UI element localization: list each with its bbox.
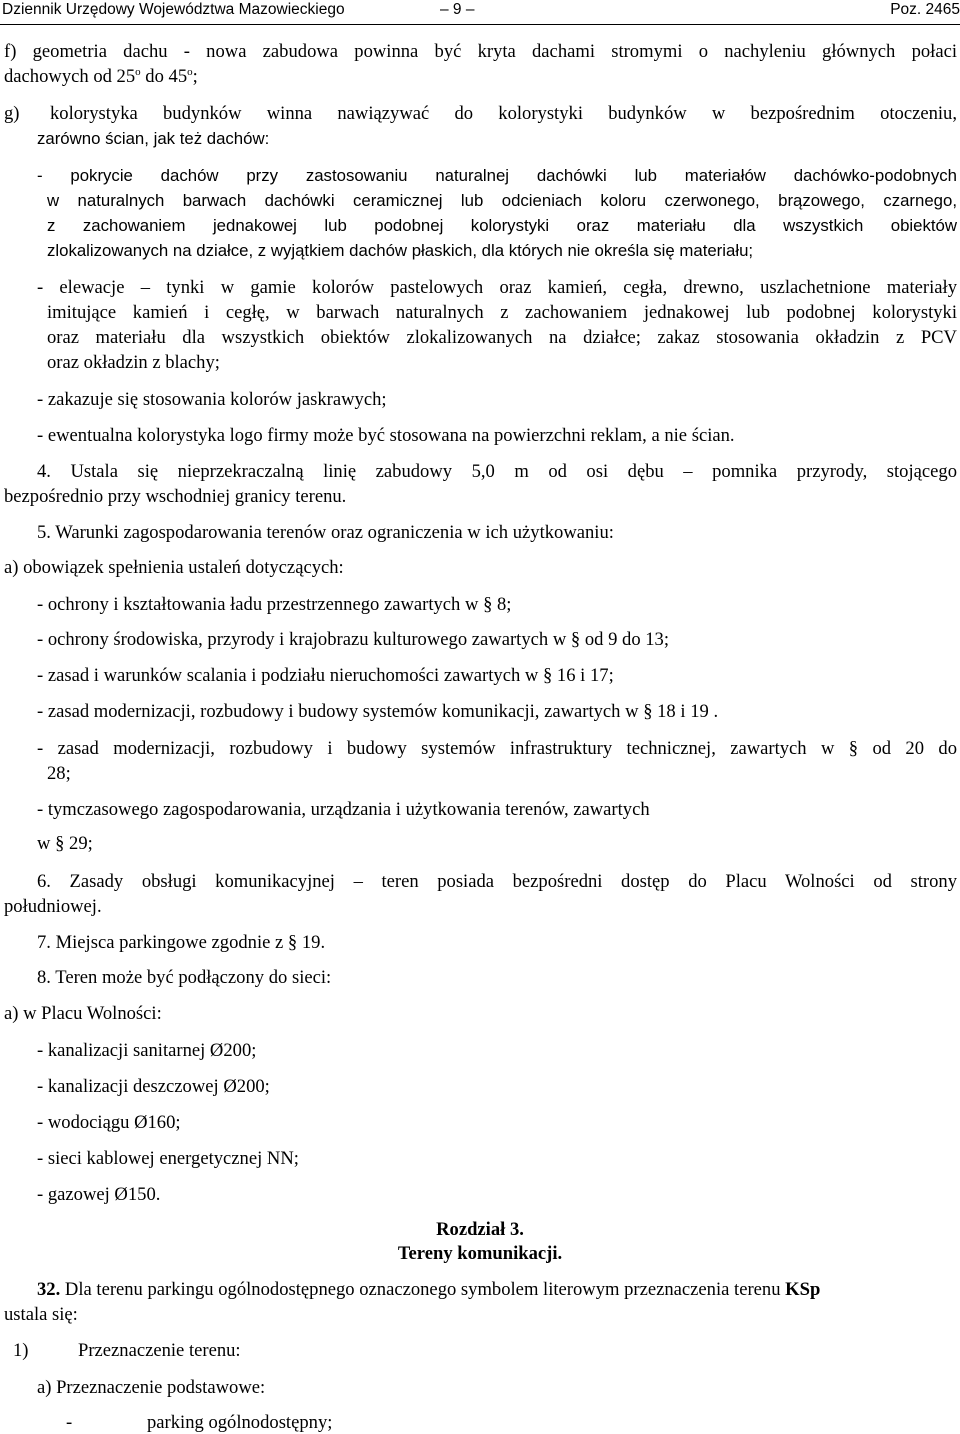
- text-line: południowej.: [4, 896, 102, 917]
- chapter-title: Tereny komunikacji.: [397, 1243, 563, 1264]
- text-line: - ochrony środowiska, przyrody i krajobrazu kulturowego zawartych w § od 9 do 13;: [37, 629, 670, 650]
- text-line: zlokalizowanych na działce, z wyjątkiem dachów płaskich, dla których nie określa się materiału;: [47, 241, 754, 260]
- text-line: - tymczasowego zagospodarowania, urządzania i użytkowania terenów, zawartych: [37, 799, 650, 820]
- text-line: Przeznaczenie terenu:: [78, 1340, 241, 1361]
- text-line: 5. Warunki zagospodarowania terenów oraz ograniczenia w ich użytkowaniu:: [37, 522, 614, 543]
- list-marker: 1): [13, 1340, 29, 1361]
- list-marker: g): [4, 103, 20, 124]
- header-journal-title: Dziennik Urzędowy Województwa Mazowieckiego: [2, 1, 345, 18]
- text-line: a) Przeznaczenie podstawowe:: [37, 1377, 266, 1398]
- text-line: - gazowej Ø150.: [37, 1184, 161, 1205]
- text-line: ustala się:: [4, 1304, 78, 1325]
- text-line: 8. Teren może być podłączony do sieci:: [37, 967, 332, 988]
- text-line: - ewentualna kolorystyka logo firmy może być stosowana na powierzchni reklam, a nie ścian.: [37, 425, 735, 446]
- text-line: 4. Ustala się nieprzekraczalną linię zabudowy 5,0 m od osi dębu – pomnika przyrody, stojącego: [37, 461, 957, 482]
- page-header: [0, 0, 960, 25]
- paragraph-number: 32.: [37, 1279, 61, 1300]
- text-line: - ochrony i kształtowania ładu przestrzennego zawartych w § 8;: [37, 594, 512, 615]
- text-line: 7. Miejsca parkingowe zgodnie z § 19.: [37, 932, 326, 953]
- chapter-number: Rozdział 3.: [436, 1219, 524, 1240]
- text-line: z zachowaniem jednakowej lub podobnej kolorystyki oraz materiału dla wszystkich obiektów: [47, 216, 957, 235]
- text-line: - zasad modernizacji, rozbudowy i budowy systemów komunikacji, zawartych w § 18 i 19 .: [37, 701, 719, 722]
- list-marker: -: [66, 1412, 73, 1433]
- text-line: w naturalnych barwach dachówki ceramicznej lub odcieniach koloru czerwonego, brązowego, czarnego,: [47, 191, 957, 210]
- text-line: - zakazuje się stosowania kolorów jaskrawych;: [37, 389, 387, 410]
- zone-symbol: KSp: [785, 1279, 821, 1300]
- text-line: 32. Dla terenu parkingu ogólnodostępnego oznaczonego symbolem literowym przeznaczenia terenu KSp: [37, 1279, 821, 1300]
- text-line: w § 29;: [37, 833, 93, 854]
- text-line: - elewacje – tynki w gamie kolorów pastelowych oraz kamień, cegła, drewno, uszlachetnione materiały: [37, 277, 957, 298]
- text-line: 28;: [47, 763, 71, 784]
- text-line: - sieci kablowej energetycznej NN;: [37, 1148, 299, 1169]
- text-line: - pokrycie dachów przy zastosowaniu naturalnej dachówki lub materiałów dachówko-podobnych: [37, 166, 957, 185]
- header-position: Poz. 2465: [890, 1, 960, 18]
- text-line: - kanalizacji deszczowej Ø200;: [37, 1076, 270, 1097]
- text-line: 6. Zasady obsługi komunikacyjnej – teren posiada bezpośredni dostęp do Placu Wolności od strony: [37, 871, 957, 892]
- text-line: oraz okładzin z blachy;: [47, 352, 220, 373]
- text-line: bezpośrednio przy wschodniej granicy terenu.: [4, 486, 347, 507]
- text-line: kolorystyka budynków winna nawiązywać do kolorystyki budynków w bezpośrednim otoczeniu,: [50, 103, 957, 124]
- header-page-number: – 9 –: [440, 1, 475, 18]
- text-line: - kanalizacji sanitarnej Ø200;: [37, 1040, 257, 1061]
- text-line: imitujące kamień i cegłę, w barwach naturalnych z zachowaniem jednakowej lub podobnej kolorystyki: [47, 302, 957, 323]
- text-line: f) geometria dachu - nowa zabudowa powinna być kryta dachami stromymi o nachyleniu głównych połaci: [4, 41, 957, 62]
- text-line: oraz materiału dla wszystkich obiektów zlokalizowanych na działce; zakaz stosowania okładzin z PCV: [47, 327, 957, 348]
- text-line: - zasad i warunków scalania i podziału nieruchomości zawartych w § 16 i 17;: [37, 665, 614, 686]
- text-line: dachowych od 25$^o$ do 45$^o$;: [4, 66, 198, 87]
- text-line: parking ogólnodostępny;: [147, 1412, 333, 1433]
- text-line: a) w Placu Wolności:: [4, 1003, 162, 1024]
- text-line: - wodociągu Ø160;: [37, 1112, 181, 1133]
- text-line: - zasad modernizacji, rozbudowy i budowy systemów infrastruktury technicznej, zawartych w § od 20 do: [37, 738, 957, 759]
- text-line: zarówno ścian, jak też dachów:: [37, 129, 270, 148]
- text-line: a) obowiązek spełnienia ustaleń dotyczących:: [4, 557, 344, 578]
